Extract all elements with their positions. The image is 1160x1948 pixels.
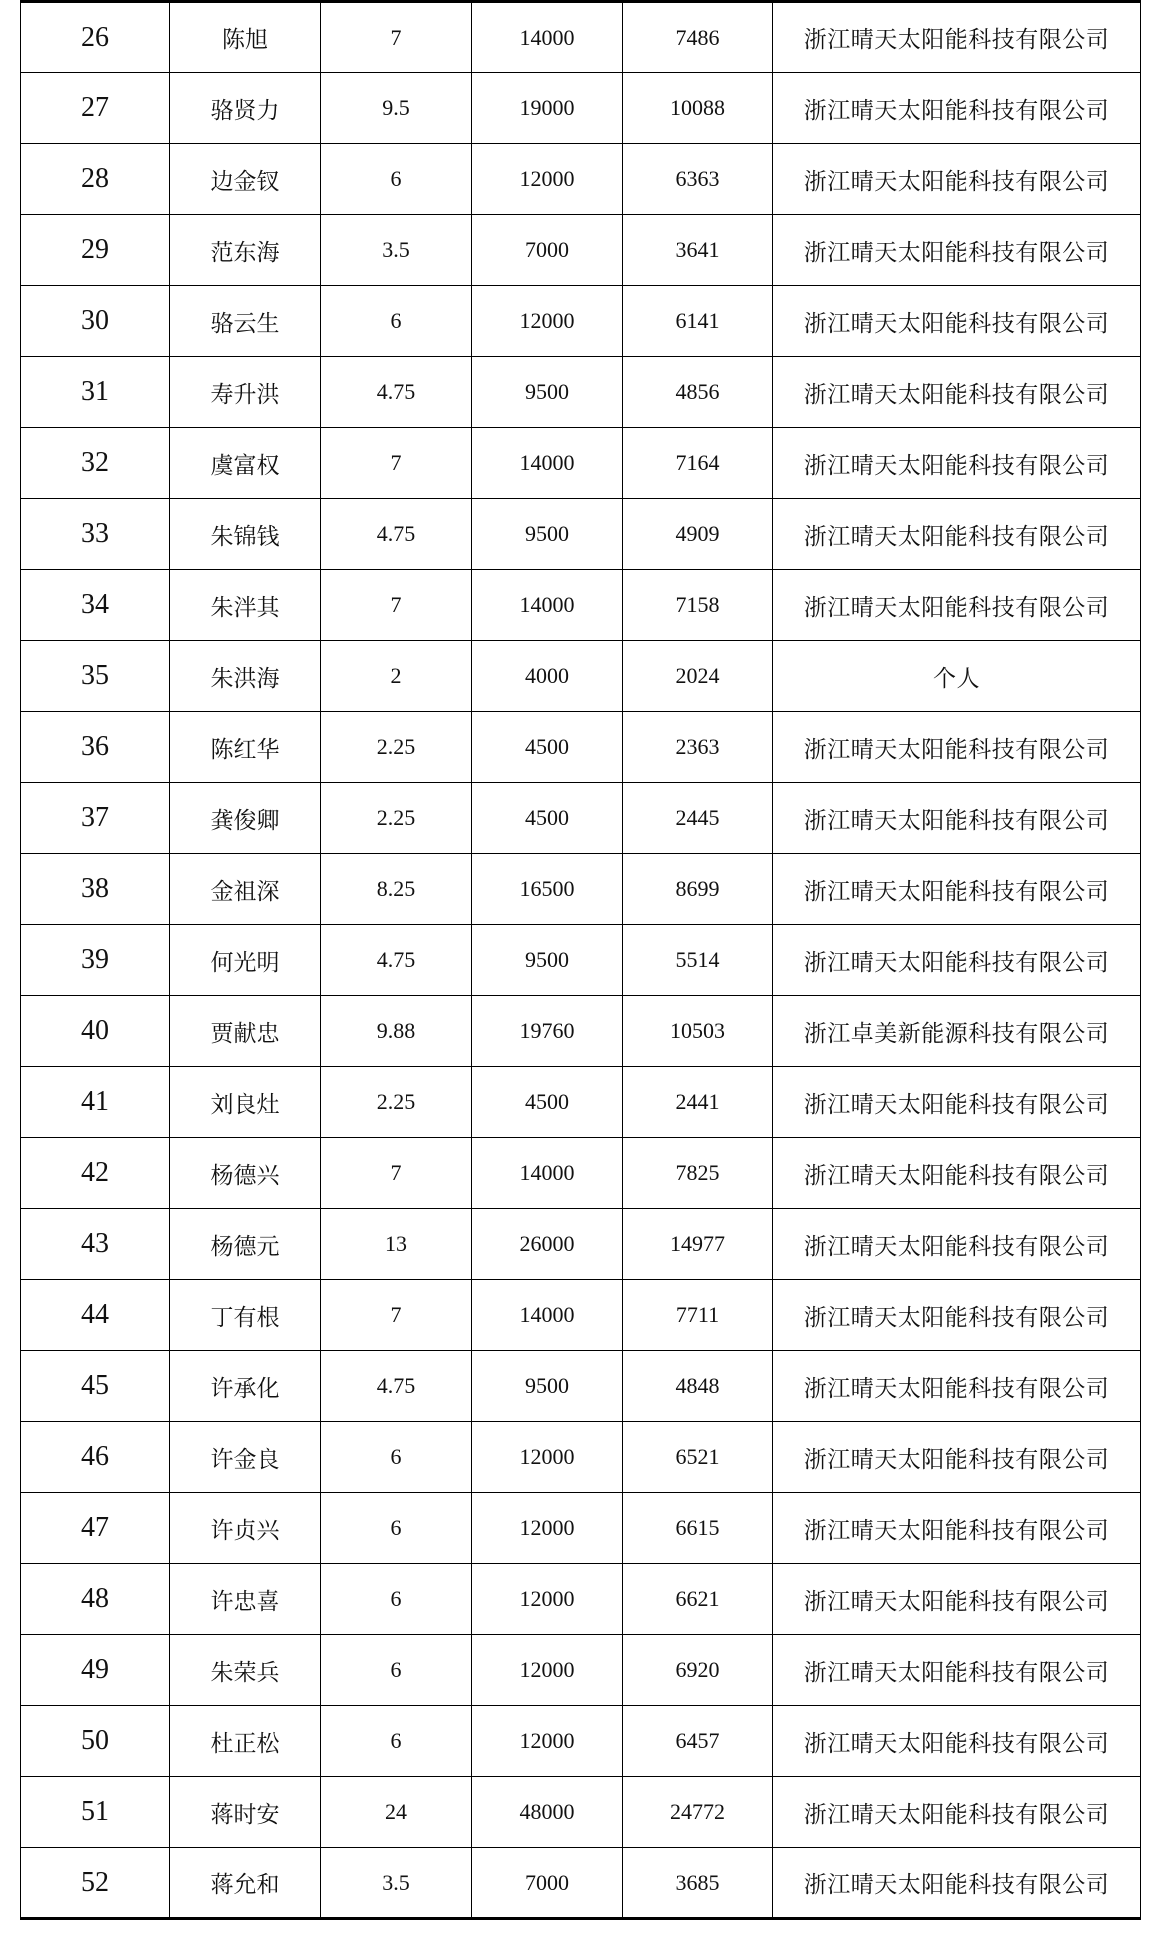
row-name-cell: 寿升洪	[170, 357, 321, 428]
row-company-cell: 浙江晴天太阳能科技有限公司	[773, 215, 1141, 286]
row-capacity-cell: 7	[321, 1280, 472, 1351]
row-amount-cell: 9500	[472, 499, 623, 570]
row-index-cell: 27	[21, 73, 170, 144]
row-subsidy-cell: 6363	[623, 144, 773, 215]
row-capacity-cell: 6	[321, 1422, 472, 1493]
row-company-cell: 浙江晴天太阳能科技有限公司	[773, 499, 1141, 570]
row-name-cell: 陈红华	[170, 712, 321, 783]
row-capacity-cell: 4.75	[321, 1351, 472, 1422]
row-subsidy-cell: 6621	[623, 1564, 773, 1635]
row-capacity-cell: 4.75	[321, 357, 472, 428]
row-index-cell: 30	[21, 286, 170, 357]
row-subsidy-cell: 7486	[623, 2, 773, 73]
table-row	[21, 1848, 1141, 1919]
row-company-cell: 浙江晴天太阳能科技有限公司	[773, 1067, 1141, 1138]
row-company-cell: 个人	[773, 641, 1141, 712]
row-subsidy-cell: 5514	[623, 925, 773, 996]
row-index-cell: 44	[21, 1280, 170, 1351]
row-subsidy-cell: 3641	[623, 215, 773, 286]
row-capacity-cell: 24	[321, 1777, 472, 1848]
row-subsidy-cell: 2024	[623, 641, 773, 712]
row-company-cell: 浙江晴天太阳能科技有限公司	[773, 73, 1141, 144]
row-name-cell: 丁有根	[170, 1280, 321, 1351]
row-amount-cell: 14000	[472, 1138, 623, 1209]
row-capacity-cell: 6	[321, 1635, 472, 1706]
row-name-cell: 朱洪海	[170, 641, 321, 712]
row-name-cell: 蒋时安	[170, 1777, 321, 1848]
row-name-cell: 朱泮其	[170, 570, 321, 641]
row-capacity-cell: 2.25	[321, 712, 472, 783]
row-amount-cell: 12000	[472, 1422, 623, 1493]
row-index-cell: 32	[21, 428, 170, 499]
row-company-cell: 浙江晴天太阳能科技有限公司	[773, 1706, 1141, 1777]
row-index-cell: 35	[21, 641, 170, 712]
row-index-cell: 31	[21, 357, 170, 428]
row-company-cell: 浙江晴天太阳能科技有限公司	[773, 1848, 1141, 1919]
row-capacity-cell: 4.75	[321, 499, 472, 570]
table-row	[21, 1280, 1141, 1351]
row-amount-cell: 26000	[472, 1209, 623, 1280]
row-amount-cell: 48000	[472, 1777, 623, 1848]
row-name-cell: 朱锦钱	[170, 499, 321, 570]
row-index-cell: 28	[21, 144, 170, 215]
row-index-cell: 52	[21, 1848, 170, 1919]
row-amount-cell: 4500	[472, 712, 623, 783]
row-subsidy-cell: 4856	[623, 357, 773, 428]
row-index-cell: 46	[21, 1422, 170, 1493]
row-name-cell: 许忠喜	[170, 1564, 321, 1635]
row-name-cell: 虞富权	[170, 428, 321, 499]
row-capacity-cell: 7	[321, 2, 472, 73]
row-index-cell: 40	[21, 996, 170, 1067]
row-company-cell: 浙江晴天太阳能科技有限公司	[773, 570, 1141, 641]
row-subsidy-cell: 2363	[623, 712, 773, 783]
row-index-cell: 37	[21, 783, 170, 854]
row-capacity-cell: 8.25	[321, 854, 472, 925]
row-index-cell: 47	[21, 1493, 170, 1564]
row-index-cell: 38	[21, 854, 170, 925]
row-company-cell: 浙江晴天太阳能科技有限公司	[773, 1635, 1141, 1706]
row-company-cell: 浙江晴天太阳能科技有限公司	[773, 428, 1141, 499]
row-company-cell: 浙江晴天太阳能科技有限公司	[773, 144, 1141, 215]
table-row	[21, 1777, 1141, 1848]
row-capacity-cell: 2.25	[321, 783, 472, 854]
row-subsidy-cell: 4848	[623, 1351, 773, 1422]
row-company-cell: 浙江晴天太阳能科技有限公司	[773, 1351, 1141, 1422]
row-capacity-cell: 13	[321, 1209, 472, 1280]
row-name-cell: 许贞兴	[170, 1493, 321, 1564]
table-row	[21, 1706, 1141, 1777]
row-index-cell: 45	[21, 1351, 170, 1422]
subsidy-table-container	[20, 0, 1140, 1920]
row-capacity-cell: 7	[321, 570, 472, 641]
row-capacity-cell: 9.5	[321, 73, 472, 144]
row-name-cell: 龚俊卿	[170, 783, 321, 854]
row-amount-cell: 19000	[472, 73, 623, 144]
row-name-cell: 范东海	[170, 215, 321, 286]
row-amount-cell: 12000	[472, 286, 623, 357]
row-index-cell: 39	[21, 925, 170, 996]
row-subsidy-cell: 6521	[623, 1422, 773, 1493]
row-subsidy-cell: 6141	[623, 286, 773, 357]
table-row	[21, 1209, 1141, 1280]
row-capacity-cell: 6	[321, 144, 472, 215]
table-body	[21, 2, 1141, 1919]
row-capacity-cell: 3.5	[321, 1848, 472, 1919]
row-name-cell: 金祖深	[170, 854, 321, 925]
row-subsidy-cell: 24772	[623, 1777, 773, 1848]
row-name-cell: 蒋允和	[170, 1848, 321, 1919]
row-subsidy-cell: 7711	[623, 1280, 773, 1351]
table-row	[21, 1493, 1141, 1564]
row-company-cell: 浙江晴天太阳能科技有限公司	[773, 1209, 1141, 1280]
row-amount-cell: 7000	[472, 1848, 623, 1919]
row-subsidy-cell: 8699	[623, 854, 773, 925]
row-amount-cell: 4000	[472, 641, 623, 712]
row-name-cell: 边金钗	[170, 144, 321, 215]
table-row	[21, 286, 1141, 357]
row-amount-cell: 14000	[472, 428, 623, 499]
row-index-cell: 36	[21, 712, 170, 783]
row-company-cell: 浙江晴天太阳能科技有限公司	[773, 1493, 1141, 1564]
row-index-cell: 33	[21, 499, 170, 570]
row-amount-cell: 12000	[472, 1706, 623, 1777]
row-name-cell: 杨德兴	[170, 1138, 321, 1209]
row-name-cell: 何光明	[170, 925, 321, 996]
row-capacity-cell: 6	[321, 1706, 472, 1777]
table-row	[21, 357, 1141, 428]
row-subsidy-cell: 10503	[623, 996, 773, 1067]
table-row	[21, 1422, 1141, 1493]
row-index-cell: 29	[21, 215, 170, 286]
row-subsidy-cell: 14977	[623, 1209, 773, 1280]
row-index-cell: 48	[21, 1564, 170, 1635]
row-name-cell: 骆云生	[170, 286, 321, 357]
row-amount-cell: 7000	[472, 215, 623, 286]
row-capacity-cell: 2	[321, 641, 472, 712]
row-subsidy-cell: 4909	[623, 499, 773, 570]
row-name-cell: 杜正松	[170, 1706, 321, 1777]
row-subsidy-cell: 7825	[623, 1138, 773, 1209]
row-company-cell: 浙江晴天太阳能科技有限公司	[773, 1777, 1141, 1848]
row-amount-cell: 9500	[472, 1351, 623, 1422]
row-subsidy-cell: 6615	[623, 1493, 773, 1564]
row-amount-cell: 12000	[472, 1635, 623, 1706]
row-amount-cell: 4500	[472, 1067, 623, 1138]
row-company-cell: 浙江晴天太阳能科技有限公司	[773, 1138, 1141, 1209]
row-company-cell: 浙江晴天太阳能科技有限公司	[773, 712, 1141, 783]
subsidy-table	[20, 0, 1141, 1920]
table-row	[21, 1067, 1141, 1138]
row-company-cell: 浙江卓美新能源科技有限公司	[773, 996, 1141, 1067]
table-row	[21, 2, 1141, 73]
row-subsidy-cell: 2441	[623, 1067, 773, 1138]
row-amount-cell: 9500	[472, 357, 623, 428]
row-index-cell: 49	[21, 1635, 170, 1706]
row-company-cell: 浙江晴天太阳能科技有限公司	[773, 1280, 1141, 1351]
table-row	[21, 144, 1141, 215]
row-company-cell: 浙江晴天太阳能科技有限公司	[773, 854, 1141, 925]
row-capacity-cell: 2.25	[321, 1067, 472, 1138]
row-name-cell: 朱荣兵	[170, 1635, 321, 1706]
row-name-cell: 骆贤力	[170, 73, 321, 144]
row-capacity-cell: 6	[321, 1493, 472, 1564]
row-index-cell: 43	[21, 1209, 170, 1280]
row-amount-cell: 4500	[472, 783, 623, 854]
table-row	[21, 1564, 1141, 1635]
row-company-cell: 浙江晴天太阳能科技有限公司	[773, 286, 1141, 357]
row-name-cell: 贾献忠	[170, 996, 321, 1067]
row-capacity-cell: 6	[321, 1564, 472, 1635]
row-company-cell: 浙江晴天太阳能科技有限公司	[773, 1422, 1141, 1493]
row-capacity-cell: 6	[321, 286, 472, 357]
row-subsidy-cell: 3685	[623, 1848, 773, 1919]
row-name-cell: 杨德元	[170, 1209, 321, 1280]
table-row	[21, 73, 1141, 144]
row-amount-cell: 14000	[472, 1280, 623, 1351]
row-capacity-cell: 7	[321, 1138, 472, 1209]
table-row	[21, 1138, 1141, 1209]
table-row	[21, 428, 1141, 499]
row-index-cell: 34	[21, 570, 170, 641]
table-row	[21, 215, 1141, 286]
row-capacity-cell: 9.88	[321, 996, 472, 1067]
row-subsidy-cell: 6457	[623, 1706, 773, 1777]
table-row	[21, 499, 1141, 570]
row-subsidy-cell: 2445	[623, 783, 773, 854]
row-company-cell: 浙江晴天太阳能科技有限公司	[773, 783, 1141, 854]
row-name-cell: 许承化	[170, 1351, 321, 1422]
row-company-cell: 浙江晴天太阳能科技有限公司	[773, 925, 1141, 996]
table-row	[21, 712, 1141, 783]
row-amount-cell: 14000	[472, 2, 623, 73]
table-row	[21, 641, 1141, 712]
table-row	[21, 570, 1141, 641]
table-row	[21, 1635, 1141, 1706]
row-subsidy-cell: 10088	[623, 73, 773, 144]
row-name-cell: 许金良	[170, 1422, 321, 1493]
row-amount-cell: 19760	[472, 996, 623, 1067]
row-name-cell: 刘良灶	[170, 1067, 321, 1138]
row-index-cell: 26	[21, 2, 170, 73]
table-row	[21, 925, 1141, 996]
row-amount-cell: 12000	[472, 1564, 623, 1635]
row-amount-cell: 14000	[472, 570, 623, 641]
row-amount-cell: 12000	[472, 144, 623, 215]
row-capacity-cell: 7	[321, 428, 472, 499]
table-row	[21, 854, 1141, 925]
table-row	[21, 996, 1141, 1067]
row-capacity-cell: 4.75	[321, 925, 472, 996]
table-row	[21, 1351, 1141, 1422]
table-row	[21, 783, 1141, 854]
row-index-cell: 42	[21, 1138, 170, 1209]
row-company-cell: 浙江晴天太阳能科技有限公司	[773, 1564, 1141, 1635]
row-name-cell: 陈旭	[170, 2, 321, 73]
row-subsidy-cell: 6920	[623, 1635, 773, 1706]
row-amount-cell: 9500	[472, 925, 623, 996]
row-capacity-cell: 3.5	[321, 215, 472, 286]
row-index-cell: 41	[21, 1067, 170, 1138]
row-subsidy-cell: 7164	[623, 428, 773, 499]
row-company-cell: 浙江晴天太阳能科技有限公司	[773, 2, 1141, 73]
row-amount-cell: 16500	[472, 854, 623, 925]
row-amount-cell: 12000	[472, 1493, 623, 1564]
row-company-cell: 浙江晴天太阳能科技有限公司	[773, 357, 1141, 428]
row-subsidy-cell: 7158	[623, 570, 773, 641]
row-index-cell: 50	[21, 1706, 170, 1777]
row-index-cell: 51	[21, 1777, 170, 1848]
